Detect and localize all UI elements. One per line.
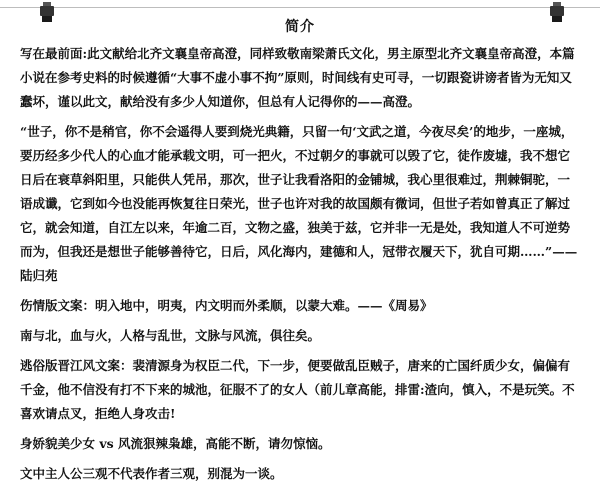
paragraph-sad-summary: 伤情版文案：明入地中，明夷，内文明而外柔顺，以蒙大难。——《周易》 [20,298,433,313]
paragraph-dedication: 写在最前面:此文献给北齐文襄皇帝高澄，同样致敬南梁萧氏文化，男主原型北齐文襄皇帝高澄，本篇小说在参考史料的时候遵循“大事不虚小事不拘”原则，时间线有史可寻，一切跟瓷讲谤者皆为无知又蠢坏，谨以此文，献给没有多少人知道你，但总有人记得你的——高澄。 [20,46,575,109]
paragraph-tagline: 身娇貌美少女 vs 风流狠辣枭雄，高能不断，请勿惊恼。 [20,436,331,451]
paper-edge-line [0,7,600,8]
paragraph-quote: “世子，你不是稍官，你不会遥得人要到烧光典籍，只留一句‘文武之道，今夜尽矣’的地步，一座城，要历经多少代人的心血才能承载文明，可一把火，不过朝夕的事就可以毁了它，徒作废墟，我不想它日后在衰草斜阳里，只能供人凭吊，那次，世子让我看洛阳的金铺城，我心里很难过，荆棘铜驼，一语成谶，它到如今也没能再恢复往日荣光，世子也许对我的故国颇有微词，但世子若如曾真正了解过它，就会知道，自江左以来，年逾二百，文物之盛，独美于兹，它并非一无是处，我知道人不可逆势而为，但我还是想世子能够善待它，日后，风化海内，建德和人，冠带衣履天下，犹自可期……”——陆归苑 [20,124,578,283]
paragraph-popular-summary: 逃俗版晋江风文案：裴清源身为权臣二代，下一步，便要做乱臣贼子，唐来的亡国纤质少女，偏偏有千金，他不信没有打不下来的城池，征服不了的女人（前儿章高能，排雷:渣向，慎入，不是玩笑。不喜欢请点叉，拒绝人身攻击! [20,358,575,421]
binder-clip-icon [548,2,566,24]
paragraph-disclaimer: 文中主人公三观不代表作者三观，别混为一谈。 [20,466,283,481]
binder-clip-icon [38,2,56,24]
paragraph-themes: 南与北，血与火，人格与乱世，文脉与风流，俱往矣。 [20,328,321,343]
document-title: 简介 [285,19,315,35]
